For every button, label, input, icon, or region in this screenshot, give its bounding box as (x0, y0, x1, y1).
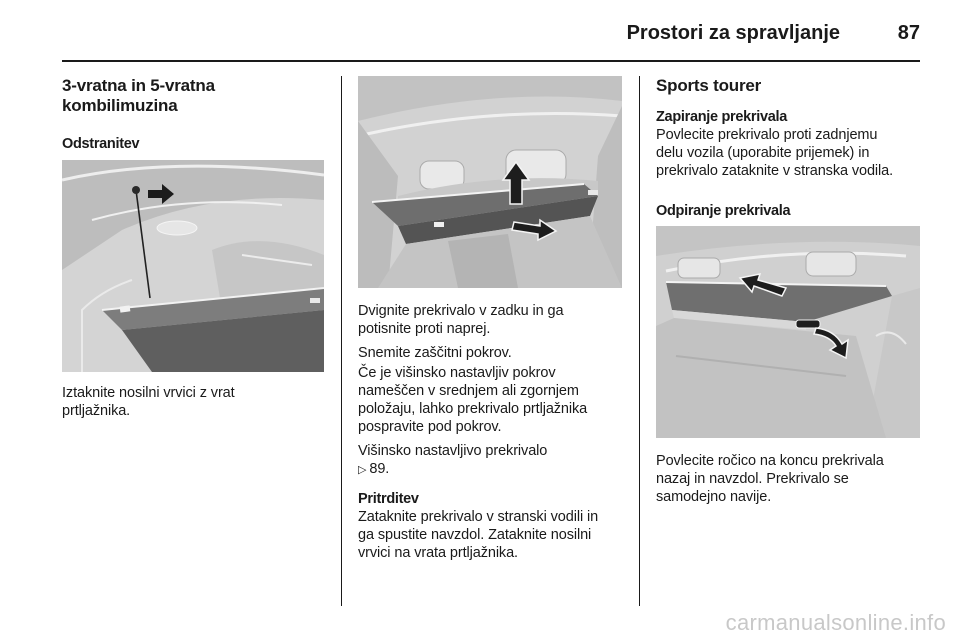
subheading-removal: Odstranitev (62, 136, 140, 152)
column-divider-1 (341, 76, 342, 606)
paragraph-closing (656, 126, 926, 180)
paragraph-line: delu vozila (uporabite prijemek) in (656, 145, 870, 161)
illustration-lift-parcel-shelf (358, 76, 622, 288)
paragraph-cross-reference (358, 442, 628, 479)
paragraph-line: ga spustite navzdol. Zataknite nosilni (358, 527, 592, 543)
subheading-closing: Zapiranje prekrivala (656, 109, 788, 125)
triangle-right-outline-icon: ▷ (358, 464, 367, 476)
paragraph-line: Povlecite prekrivalo proti zadnjemu (656, 127, 878, 143)
column-divider-2 (639, 76, 640, 606)
paragraph-line: Iztaknite nosilni vrvici z vrat (62, 385, 235, 401)
paragraph-line: nameščen v srednjem ali zgornjem (358, 383, 579, 399)
paragraph-line: prtljažnika. (62, 403, 131, 419)
paragraph-line: položaju, lahko prekrivalo prtljažnika (358, 401, 588, 417)
paragraph-lift-cover (358, 302, 628, 338)
paragraph-line: Dvignite prekrivalo v zadku in ga (358, 303, 564, 319)
paragraph-attach (358, 508, 630, 562)
paragraph-line: Višinsko nastavljivo prekrivalo (358, 443, 548, 459)
subheading-opening: Odpiranje prekrivala (656, 203, 791, 219)
cross-reference[interactable] (358, 460, 628, 479)
illustration-tailgate-string (62, 160, 324, 372)
column-3 (656, 76, 922, 505)
paragraph-line: pospravite pod pokrov. (358, 419, 502, 435)
page-header (62, 18, 920, 62)
page-title: Prostori za spravljanje (626, 22, 840, 44)
watermark: carmanualsonline.info (725, 610, 946, 635)
paragraph-opening (656, 452, 926, 506)
paragraph-line: prekrivalo zataknite v stranska vodila. (656, 163, 894, 179)
section-title-sports-tourer: Sports tourer (656, 76, 762, 95)
cross-reference-page: 89. (369, 461, 390, 477)
paragraph-removal (62, 384, 324, 420)
page-number: 87 (897, 22, 920, 44)
paragraph-line: Zataknite prekrivalo v stranski vodili in (358, 509, 599, 525)
paragraph-remove-protective-cover: Snemite zaščitni pokrov. (358, 345, 512, 361)
illustration-roller-cover (656, 226, 920, 438)
section-title-hatch (62, 76, 324, 116)
subheading-attach: Pritrditev (358, 491, 419, 507)
header-rule (62, 60, 920, 62)
paragraph-line: potisnite proti naprej. (358, 321, 491, 337)
paragraph-line: Povlecite ročico na koncu prekrivala (656, 453, 884, 469)
section-title-line: kombilimuzina (62, 96, 178, 115)
paragraph-line: Če je višinsko nastavljiv pokrov (358, 365, 556, 381)
paragraph-line: nazaj in navzdol. Prekrivalo se (656, 471, 849, 487)
column-1 (62, 76, 324, 419)
paragraph-height-adjustable (358, 364, 628, 436)
paragraph-line: vrvici na vrata prtljažnika. (358, 545, 518, 561)
section-title-line: 3-vratna in 5-vratna (62, 76, 215, 95)
paragraph-line: samodejno navije. (656, 489, 772, 505)
